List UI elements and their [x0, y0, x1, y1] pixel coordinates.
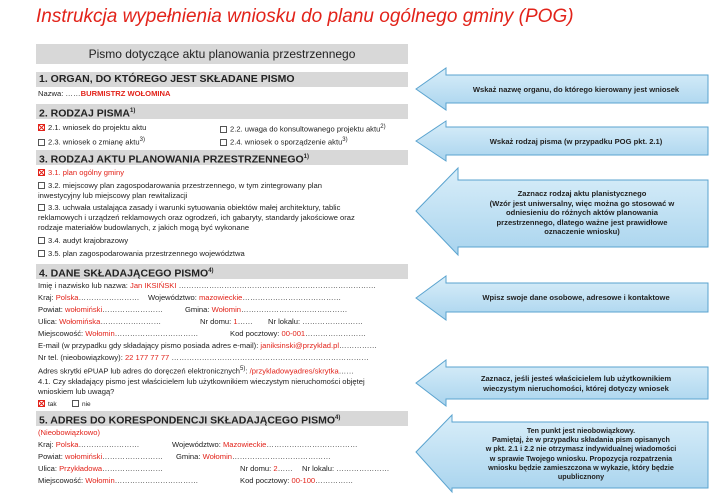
option-2-4[interactable]: 2.4. wniosek o sporządzenie aktu$^{3)}$	[220, 137, 348, 147]
form-subheader: Pismo dotyczące aktu planowania przestrzennego	[36, 44, 408, 64]
checkbox[interactable]	[38, 204, 45, 211]
checkbox-checked[interactable]	[38, 169, 45, 176]
question-4-1: 4.1. Czy składający pismo jest właścicielem lub użytkownikiem wieczystym nieruchomości objętej wnioskiem lub uwagą?	[38, 377, 365, 396]
country-field[interactable]: Kraj: Polska……………………	[38, 293, 140, 302]
option-3-3[interactable]: 3.3. uchwała ustalająca zasady i warunki sytuowania obiektów małej architektury, tablic reklamowych i urządzeń reklamowych oraz ogrodzeń, ich gabaryty, standardy jakościowe oraz rodzaje materiałów budowlanych, z jakich mogą być wykonane	[38, 203, 355, 232]
house-number-field[interactable]: Nr domu: 1……	[200, 317, 253, 326]
option-3-4[interactable]: 3.4. audyt krajobrazowy	[38, 237, 128, 246]
city-field-2[interactable]: Miejscowość: Wołomin……………………………	[38, 476, 199, 485]
country-field-2[interactable]: Kraj: Polska……………………	[38, 440, 140, 449]
county-field-2[interactable]: Powiat: wołomiński……………………	[38, 452, 163, 461]
city-field[interactable]: Miejscowość: Wołomin……………………………	[38, 329, 199, 338]
street-field-2[interactable]: Ulica: Przykładowa……………………	[38, 464, 163, 473]
section-3-header: 3. RODZAJ AKTU PLANOWANIA PRZESTRZENNEGO$^{1)}$	[36, 150, 408, 165]
checkbox[interactable]	[72, 400, 79, 407]
section-5-header: 5. ADRES DO KORESPONDENCJI SKŁADAJĄCEGO PISMO$^{4)}$	[36, 411, 408, 426]
name-field[interactable]: Imię i nazwisko lub nazwa: Jan IKSIŃSKI ……………………………………………………………………	[38, 281, 377, 290]
email-field[interactable]: E-mail (w przypadku gdy składający pismo posiada adres e-mail): janiksinski@przyklad.pl……………	[38, 341, 378, 350]
checkbox[interactable]	[38, 250, 45, 257]
optional-note: (Nieobowiązkowo)	[38, 428, 101, 437]
epuap-field[interactable]: Adres skrytki ePUAP lub adres do doręczeń elektronicznych$^{5)}$: /przykladowyadres/skrytka……	[38, 366, 354, 376]
note-act-type: Zaznacz rodzaj aktu planistycznego (Wzór jest uniwersalny, więc można go stosować w odniesieniu do różnych aktów planowania przestrzennego, dlatego ważne jest prawidłowe oznaczenie wniosku)	[489, 189, 675, 236]
option-2-1[interactable]: 2.1. wniosek do projektu aktu	[38, 124, 146, 133]
answer-no[interactable]: nie	[72, 400, 91, 408]
page-title: Instrukcja wypełnienia wniosku do planu ogólnego gminy (POG)	[36, 6, 574, 27]
organ-name-field[interactable]: Nazwa: ……BURMISTRZ WOŁOMINA	[38, 89, 171, 98]
commune-field[interactable]: Gmina: Wołomin……………………………………	[185, 305, 348, 314]
checkbox[interactable]	[220, 126, 227, 133]
house-number-field-2[interactable]: Nr domu: 2……	[240, 464, 293, 473]
note-letter-type: Wskaż rodzaj pisma (w przypadku POG pkt. 2.1)	[489, 137, 663, 146]
county-field[interactable]: Powiat: wołomiński……………………	[38, 305, 163, 314]
voivodeship-field[interactable]: Województwo: mazowieckie…………………………………	[148, 293, 342, 302]
section-4-header: 4. DANE SKŁADAJĄCEGO PISMO$^{4)}$	[36, 264, 408, 279]
note-organ: Wskaż nazwę organu, do którego kierowany jest wniosek	[472, 85, 680, 94]
apartment-number-field-2[interactable]: Nr lokalu: …………………	[302, 464, 390, 473]
section-1-header: 1. ORGAN, DO KTÓREGO JEST SKŁADANE PISMO	[36, 72, 408, 87]
note-correspondence: Ten punkt jest nieobowiązkowy. Pamiętaj, że w przypadku składania pism opisanych w pkt. 2.1 i 2.2 nie otrzymasz indywidualnej wiadomości w sprawie Twojego wniosku. Propozycja rozpatrzenia wniosku będzie zamieszczona w wykazie, który będzie upublicznony	[485, 426, 677, 482]
option-2-2[interactable]: 2.2. uwaga do konsultowanego projektu aktu$^{2)}$	[220, 124, 386, 134]
checkbox-checked[interactable]	[38, 400, 45, 407]
option-3-2[interactable]: 3.2. miejscowy plan zagospodarowania przestrzennego, w tym zintegrowany plan inwestycyjny lub miejscowy plan rewitalizacji	[38, 181, 322, 200]
postal-code-field-2[interactable]: Kod pocztowy: 00-100……………	[240, 476, 354, 485]
checkbox[interactable]	[220, 139, 227, 146]
phone-field[interactable]: Nr tel. (nieobowiązkowy): 22 177 77 77 ……………………………………………………………………	[38, 353, 369, 362]
section-2-header: 2. RODZAJ PISMA$^{1)}$	[36, 104, 408, 119]
note-ownership: Zaznacz, jeśli jesteś właścicielem lub użytkownikiem wieczystym nieruchomości, której dotyczy wniosek	[480, 374, 672, 393]
apartment-number-field[interactable]: Nr lokalu: ……………………	[268, 317, 363, 326]
commune-field-2[interactable]: Gmina: Wołomin…………………………………	[176, 452, 331, 461]
option-2-3[interactable]: 2.3. wniosek o zmianę aktu$^{3)}$	[38, 137, 145, 147]
checkbox-checked[interactable]	[38, 124, 45, 131]
checkbox[interactable]	[38, 139, 45, 146]
answer-yes[interactable]: tak	[38, 400, 57, 408]
voivodeship-field-2[interactable]: Województwo: Mazowieckie………………………………	[172, 440, 358, 449]
checkbox[interactable]	[38, 237, 45, 244]
checkbox[interactable]	[38, 182, 45, 189]
postal-code-field[interactable]: Kod pocztowy: 00-001……………………	[230, 329, 366, 338]
note-personal-data: Wpisz swoje dane osobowe, adresowe i kontaktowe	[482, 293, 670, 302]
option-3-5[interactable]: 3.5. plan zagospodarowania przestrzennego województwa	[38, 250, 245, 259]
option-3-1[interactable]: 3.1. plan ogólny gminy	[38, 169, 124, 178]
street-field[interactable]: Ulica: Wołomińska……………………	[38, 317, 162, 326]
